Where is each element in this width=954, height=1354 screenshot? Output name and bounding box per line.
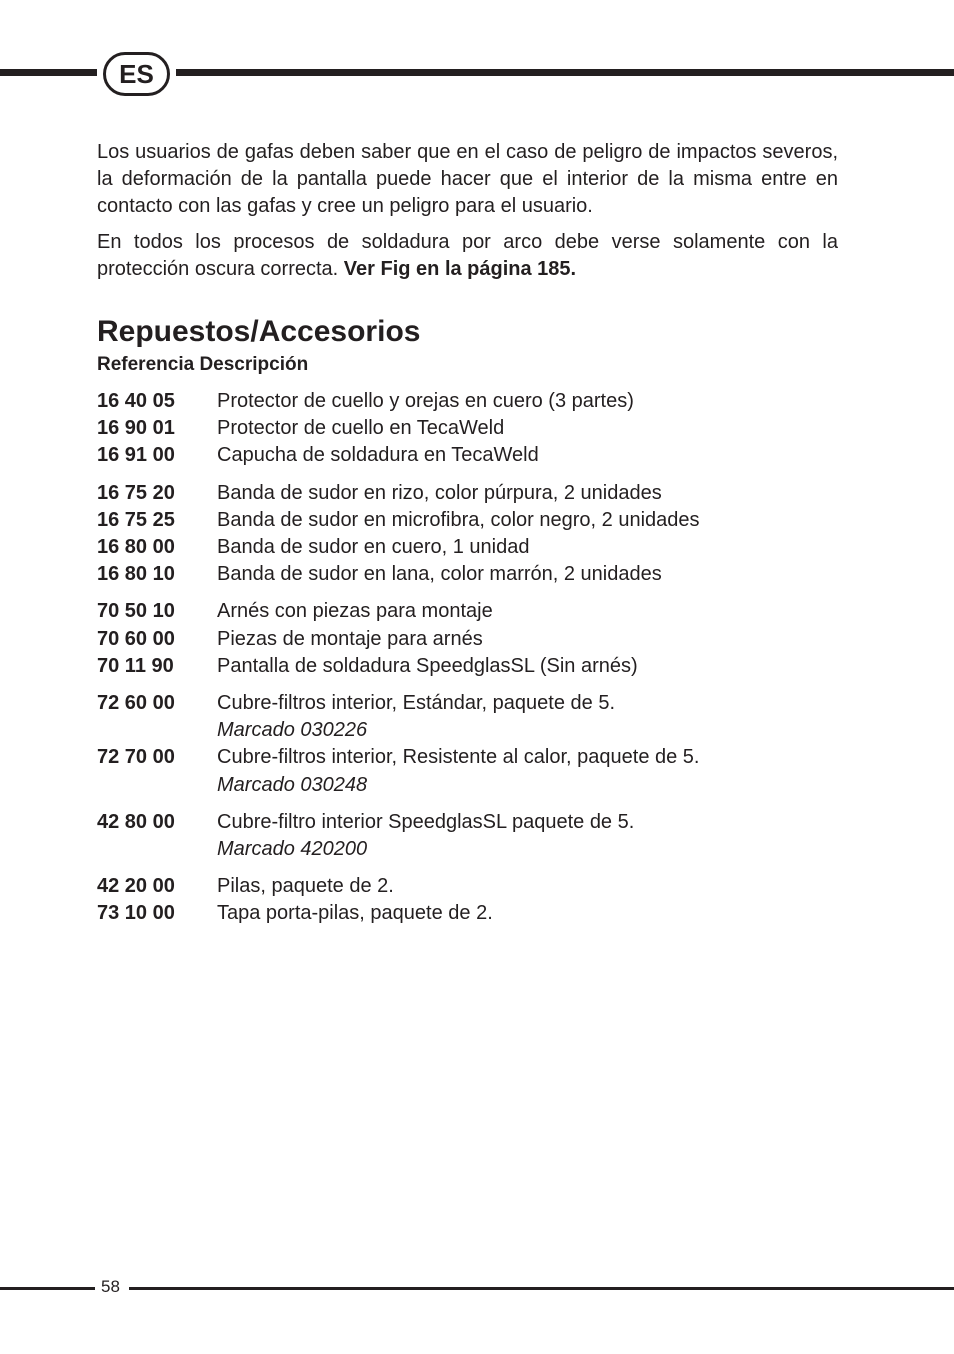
part-marking-note: Marcado 420200: [217, 838, 368, 861]
part-reference: 73 10 00: [97, 902, 175, 925]
parts-group: [97, 809, 838, 863]
part-row: [97, 873, 838, 900]
part-row: [97, 690, 838, 744]
part-description-text: Pilas, paquete de 2.: [217, 875, 394, 898]
parts-group: [97, 873, 838, 927]
section-title: Repuestos/Accesorios: [97, 315, 421, 348]
part-description-text: Protector de cuello y orejas en cuero (3 partes): [217, 390, 634, 412]
column-headers: [97, 351, 838, 378]
part-reference: 16 75 20: [97, 481, 175, 504]
part-row: [97, 744, 838, 798]
part-reference: 70 11 90: [97, 654, 174, 677]
part-description: [217, 744, 838, 798]
language-badge: [103, 52, 170, 96]
header-rule-right: [176, 69, 954, 76]
part-reference: 16 80 00: [97, 536, 175, 559]
parts-group: [97, 480, 838, 589]
part-reference: 42 80 00: [97, 810, 175, 833]
part-description-text: Banda de sudor en lana, color marrón, 2 unidades: [217, 563, 662, 586]
part-description-text: Protector de cuello en TecaWeld: [217, 417, 505, 440]
page-number: 58: [101, 1277, 120, 1296]
part-row: [97, 561, 838, 588]
part-row: [97, 480, 838, 507]
part-description-text: Banda de sudor en cuero, 1 unidad: [217, 536, 530, 559]
part-description: [217, 534, 838, 561]
part-row: [97, 653, 838, 680]
column-header-reference: Referencia: [97, 354, 195, 375]
footer-rule-right: [129, 1287, 954, 1290]
intro-paragraph-2-text: En todos los procesos de soldadura por arco debe verse solamente con la protección oscura correcta.: [97, 231, 838, 280]
part-row: [97, 415, 838, 442]
part-row: [97, 388, 838, 415]
part-row: [97, 626, 838, 653]
language-badge-label: ES: [119, 58, 154, 89]
part-row: [97, 534, 838, 561]
part-row: [97, 900, 838, 927]
part-description-text: Cubre-filtro interior SpeedglasSL paquete de 5.: [217, 810, 635, 833]
part-description: [217, 653, 838, 680]
part-description: [217, 480, 838, 507]
part-reference: 70 60 00: [97, 627, 175, 650]
part-description-text: Arnés con piezas para montaje: [217, 600, 493, 623]
part-description-text: Cubre-filtros interior, Resistente al calor, paquete de 5.: [217, 746, 700, 769]
part-description: [217, 626, 838, 653]
header-rule-left: [0, 69, 97, 76]
parts-group: [97, 388, 838, 470]
part-row: [97, 598, 838, 625]
part-row: [97, 809, 838, 863]
part-row: [97, 442, 838, 469]
part-description-text: Banda de sudor en rizo, color púrpura, 2 unidades: [217, 481, 662, 504]
part-reference: 72 60 00: [97, 692, 175, 715]
part-description: [217, 388, 838, 415]
intro-paragraph-1: Los usuarios de gafas deben saber que en el caso de peligro de impactos severos, la deformación de la pantalla puede hacer que el interior de la misma entre en contacto con las gafas y cree un peligro para el usuario.: [97, 141, 838, 217]
part-reference: 42 20 00: [97, 875, 175, 898]
part-marking-note: Marcado 030248: [217, 773, 368, 796]
figure-reference: Ver Fig en la página 185.: [343, 258, 577, 280]
part-description: [217, 900, 838, 927]
part-description: [217, 690, 838, 744]
page-content: [97, 139, 838, 928]
part-reference: 16 75 25: [97, 508, 175, 531]
part-row: [97, 507, 838, 534]
footer-rule-left: [0, 1287, 95, 1290]
column-header-description: Descripción: [199, 354, 309, 375]
intro-paragraph-2: [97, 229, 838, 283]
part-description: [217, 598, 838, 625]
part-description-text: Banda de sudor en microfibra, color negro, 2 unidades: [217, 508, 700, 531]
part-description: [217, 507, 838, 534]
part-description: [217, 809, 838, 863]
part-reference: 16 91 00: [97, 444, 175, 467]
parts-group: [97, 690, 838, 799]
part-reference: 70 50 10: [97, 600, 175, 623]
part-description-text: Pantalla de soldadura SpeedglasSL (Sin arnés): [217, 654, 638, 677]
part-description: [217, 415, 838, 442]
part-description-text: Cubre-filtros interior, Estándar, paquete de 5.: [217, 692, 616, 715]
part-marking-note: Marcado 030226: [217, 719, 368, 742]
part-reference: 16 90 01: [97, 417, 175, 440]
part-description-text: Capucha de soldadura en TecaWeld: [217, 444, 539, 467]
part-description: [217, 442, 838, 469]
part-reference: 72 70 00: [97, 746, 175, 769]
parts-group: [97, 598, 838, 680]
part-reference: 16 80 10: [97, 563, 175, 586]
part-reference: 16 40 05: [97, 390, 175, 412]
parts-list: [97, 388, 838, 928]
part-description: [217, 561, 838, 588]
part-description-text: Piezas de montaje para arnés: [217, 627, 483, 650]
part-description: [217, 873, 838, 900]
part-description-text: Tapa porta-pilas, paquete de 2.: [217, 902, 493, 925]
